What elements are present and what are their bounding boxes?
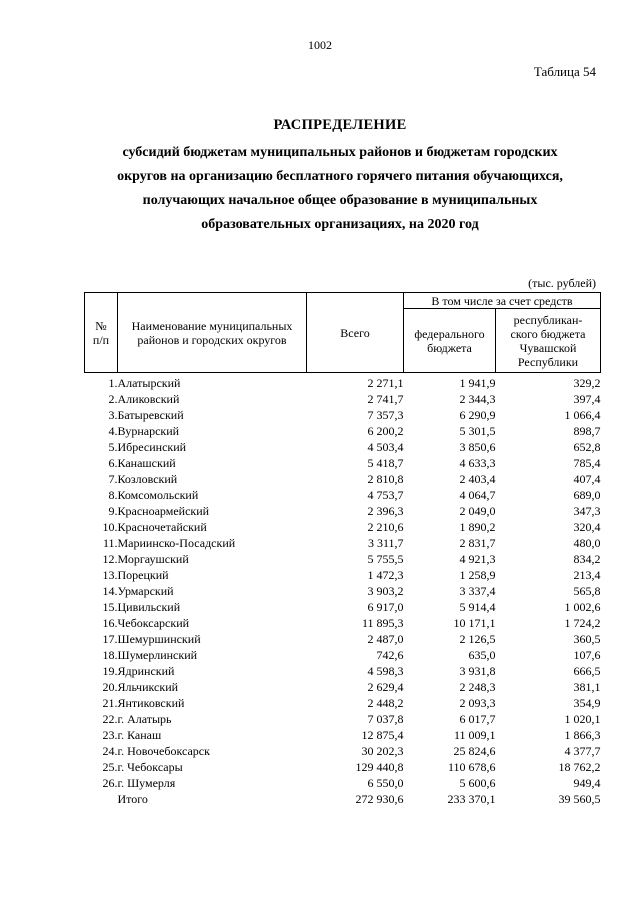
- row-federal: 5 600,6: [459, 776, 496, 790]
- row-name: Козловский: [117, 472, 178, 486]
- row-republic: 347,3: [573, 504, 601, 518]
- row-republic: 360,5: [573, 632, 601, 646]
- row-federal: 1 890,2: [459, 520, 496, 534]
- row-name: г. Канаш: [117, 728, 162, 742]
- header-num: [85, 293, 118, 373]
- row-name: Моргаушский: [117, 552, 189, 566]
- document-title: РАСПРЕДЕЛЕНИЕ: [273, 117, 407, 133]
- row-total: 5 755,5: [367, 552, 404, 566]
- subtitle-line: округов на организацию бесплатного горячего питания обучающихся,: [117, 169, 563, 184]
- row-number: 4.: [108, 424, 118, 438]
- table-body: [85, 373, 601, 808]
- header-republic-line: Республики: [517, 354, 579, 369]
- row-total: 7 037,8: [367, 712, 404, 726]
- row-name: Чебоксарский: [117, 616, 190, 630]
- row-name: Ядринский: [117, 664, 175, 678]
- table-row: [85, 695, 601, 711]
- row-federal: 2 049,0: [459, 504, 496, 518]
- row-name: Красночетайский: [117, 520, 207, 534]
- row-name: Алатырский: [117, 376, 181, 390]
- total-row: [85, 791, 601, 807]
- row-name: Аликовский: [117, 392, 180, 406]
- row-name: г. Алатырь: [117, 712, 172, 726]
- row-federal: 2 126,5: [459, 632, 496, 646]
- row-republic: 329,2: [573, 376, 601, 390]
- row-number: 3.: [108, 408, 118, 422]
- row-total: 4 753,7: [367, 488, 404, 502]
- row-republic: 834,2: [573, 552, 601, 566]
- row-name: Ибресинский: [117, 440, 187, 454]
- row-federal: 5 914,4: [459, 600, 496, 614]
- row-number: 22.: [102, 712, 118, 726]
- row-name: Комсомольский: [117, 488, 199, 502]
- row-federal: 635,0: [468, 648, 496, 662]
- row-federal: 11 009,1: [453, 728, 496, 742]
- header-republic-line: ского бюджета: [510, 326, 586, 341]
- row-federal: 3 850,6: [459, 440, 496, 454]
- row-republic: 320,4: [573, 520, 601, 534]
- row-republic: 565,8: [573, 584, 601, 598]
- header-federal-line: федерального: [414, 326, 485, 341]
- header-num-line: п/п: [92, 332, 110, 347]
- row-total: 6 917,0: [367, 600, 404, 614]
- row-name: Мариинско-Посадский: [117, 536, 236, 550]
- header-name-line: районов и городских округов: [137, 332, 287, 347]
- total-row-name: Итого: [117, 792, 148, 806]
- table-row: [85, 663, 601, 679]
- row-republic: 1 724,2: [564, 616, 601, 630]
- row-total: 7 357,3: [367, 408, 404, 422]
- row-number: 19.: [102, 664, 118, 678]
- row-republic: 18 762,2: [558, 760, 601, 774]
- row-republic: 652,8: [573, 440, 601, 454]
- row-republic: 397,4: [573, 392, 601, 406]
- table-row: [85, 775, 601, 791]
- document-subtitle: [80, 141, 600, 237]
- header-including: В том числе за счет средств: [404, 293, 601, 309]
- row-number: 7.: [108, 472, 118, 486]
- row-number: 20.: [102, 680, 118, 694]
- row-total: 30 202,3: [361, 744, 404, 758]
- row-total: 2 271,1: [367, 376, 404, 390]
- row-total: 742,6: [376, 648, 404, 662]
- table-row: [85, 471, 601, 487]
- table-row: [85, 535, 601, 551]
- table-row: [85, 455, 601, 471]
- row-total: 129 440,8: [355, 760, 404, 774]
- table-row: [85, 759, 601, 775]
- row-total: 3 903,2: [367, 584, 404, 598]
- total-row-republic: 39 560,5: [558, 792, 601, 806]
- row-total: 2 448,2: [367, 696, 404, 710]
- total-row-total: 272 930,6: [355, 792, 404, 806]
- row-number: 14.: [102, 584, 118, 598]
- row-federal: 2 248,3: [459, 680, 496, 694]
- row-total: 2 487,0: [367, 632, 404, 646]
- row-federal: 5 301,5: [459, 424, 496, 438]
- subsidy-table: [84, 292, 601, 807]
- row-number: 16.: [102, 616, 118, 630]
- row-federal: 3 337,4: [459, 584, 496, 598]
- row-number: 2.: [108, 392, 118, 406]
- row-republic: 1 066,4: [564, 408, 601, 422]
- row-republic: 689,0: [573, 488, 601, 502]
- table-row: [85, 519, 601, 535]
- row-federal: 4 633,3: [459, 456, 496, 470]
- header-republic-line: Чувашской: [519, 340, 577, 355]
- table-row: [85, 583, 601, 599]
- row-total: 4 503,4: [367, 440, 404, 454]
- row-federal: 6 290,9: [459, 408, 496, 422]
- table-label: Таблица 54: [533, 64, 596, 79]
- row-federal: 10 171,1: [453, 616, 496, 630]
- row-republic: 381,1: [573, 680, 601, 694]
- table-row: [85, 373, 601, 392]
- row-name: Порецкий: [117, 568, 169, 582]
- row-total: 2 810,8: [367, 472, 404, 486]
- row-number: 25.: [102, 760, 118, 774]
- row-republic: 407,4: [573, 472, 601, 486]
- table-row: [85, 727, 601, 743]
- row-number: 13.: [102, 568, 118, 582]
- row-number: 12.: [102, 552, 118, 566]
- row-total: 1 472,3: [367, 568, 404, 582]
- row-total: 12 875,4: [361, 728, 404, 742]
- row-name: г. Шумерля: [117, 776, 176, 790]
- header-republic: [496, 309, 601, 373]
- row-number: 6.: [108, 456, 118, 470]
- row-number: 1.: [108, 376, 118, 390]
- subtitle-line: субсидий бюджетам муниципальных районов и бюджетам городских: [122, 145, 558, 160]
- header-federal-line: бюджета: [427, 340, 472, 355]
- row-number: 26.: [102, 776, 118, 790]
- table-row: [85, 647, 601, 663]
- row-total: 6 200,2: [367, 424, 404, 438]
- row-number: 5.: [108, 440, 118, 454]
- total-row-number: [85, 791, 118, 807]
- row-total: 2 741,7: [367, 392, 404, 406]
- header-name: [118, 293, 307, 373]
- row-federal: 2 831,7: [459, 536, 496, 550]
- row-name: Цивильский: [117, 600, 181, 614]
- units-label: (тыс. рублей): [528, 276, 596, 290]
- row-republic: 354,9: [573, 696, 601, 710]
- row-federal: 4 921,3: [459, 552, 496, 566]
- row-number: 23.: [102, 728, 118, 742]
- table-row: [85, 423, 601, 439]
- row-republic: 480,0: [573, 536, 601, 550]
- row-republic: 1 020,1: [564, 712, 601, 726]
- table-row: [85, 711, 601, 727]
- row-name: Яльчикский: [117, 680, 179, 694]
- row-federal: 6 017,7: [459, 712, 496, 726]
- row-total: 2 396,3: [367, 504, 404, 518]
- table-row: [85, 599, 601, 615]
- row-name: Шемуршинский: [117, 632, 201, 646]
- row-name: Красноармейский: [117, 504, 210, 518]
- header-federal: [404, 309, 496, 373]
- table-row: [85, 439, 601, 455]
- table-row: [85, 407, 601, 423]
- row-republic: 785,4: [573, 456, 601, 470]
- row-number: 8.: [108, 488, 118, 502]
- header-republic-line: республикан-: [513, 312, 583, 327]
- row-republic: 1 002,6: [564, 600, 601, 614]
- row-number: 11.: [102, 536, 118, 550]
- row-total: 11 895,3: [361, 616, 404, 630]
- table-row: [85, 503, 601, 519]
- row-federal: 4 064,7: [459, 488, 496, 502]
- table-row: [85, 743, 601, 759]
- row-number: 9.: [108, 504, 118, 518]
- row-federal: 25 824,6: [453, 744, 496, 758]
- header-num-line: №: [95, 318, 107, 333]
- row-name: Вурнарский: [117, 424, 180, 438]
- row-federal: 2 093,3: [459, 696, 496, 710]
- row-republic: 949,4: [573, 776, 601, 790]
- subtitle-line: получающих начальное общее образование в муниципальных: [142, 193, 538, 208]
- row-name: г. Новочебоксарск: [117, 744, 210, 758]
- row-republic: 898,7: [573, 424, 601, 438]
- table-row: [85, 615, 601, 631]
- row-name: Шумерлинский: [117, 648, 198, 662]
- header-total: Всего: [307, 293, 404, 373]
- total-row-federal: 233 370,1: [447, 792, 496, 806]
- header-name-line: Наименование муниципальных: [131, 318, 293, 333]
- row-number: 17.: [102, 632, 118, 646]
- row-republic: 1 866,3: [564, 728, 601, 742]
- row-total: 5 418,7: [367, 456, 404, 470]
- row-federal: 110 678,6: [447, 760, 496, 774]
- subtitle-line: образовательных организациях, на 2020 год: [201, 217, 479, 232]
- row-name: Батыревский: [117, 408, 184, 422]
- row-republic: 4 377,7: [564, 744, 601, 758]
- row-number: 21.: [102, 696, 118, 710]
- table-row: [85, 551, 601, 567]
- row-number: 15.: [102, 600, 118, 614]
- row-federal: 2 344,3: [459, 392, 496, 406]
- table-row: [85, 679, 601, 695]
- row-federal: 3 931,8: [459, 664, 496, 678]
- table-row: [85, 567, 601, 583]
- row-republic: 666,5: [573, 664, 601, 678]
- table-row: [85, 487, 601, 503]
- row-republic: 213,4: [573, 568, 601, 582]
- row-total: 2 629,4: [367, 680, 404, 694]
- row-federal: 2 403,4: [459, 472, 496, 486]
- row-number: 10.: [102, 520, 118, 534]
- row-total: 2 210,6: [367, 520, 404, 534]
- row-total: 6 550,0: [367, 776, 404, 790]
- row-number: 24.: [102, 744, 118, 758]
- row-name: Канашский: [117, 456, 176, 470]
- row-number: 18.: [102, 648, 118, 662]
- row-total: 4 598,3: [367, 664, 404, 678]
- row-federal: 1 258,9: [459, 568, 496, 582]
- row-name: Урмарский: [117, 584, 174, 598]
- row-total: 3 311,7: [367, 536, 404, 550]
- row-name: Янтиковский: [117, 696, 185, 710]
- row-republic: 107,6: [573, 648, 601, 662]
- table-row: [85, 391, 601, 407]
- row-name: г. Чебоксары: [117, 760, 183, 774]
- page-number: 1002: [308, 38, 332, 52]
- row-federal: 1 941,9: [459, 376, 496, 390]
- table-row: [85, 631, 601, 647]
